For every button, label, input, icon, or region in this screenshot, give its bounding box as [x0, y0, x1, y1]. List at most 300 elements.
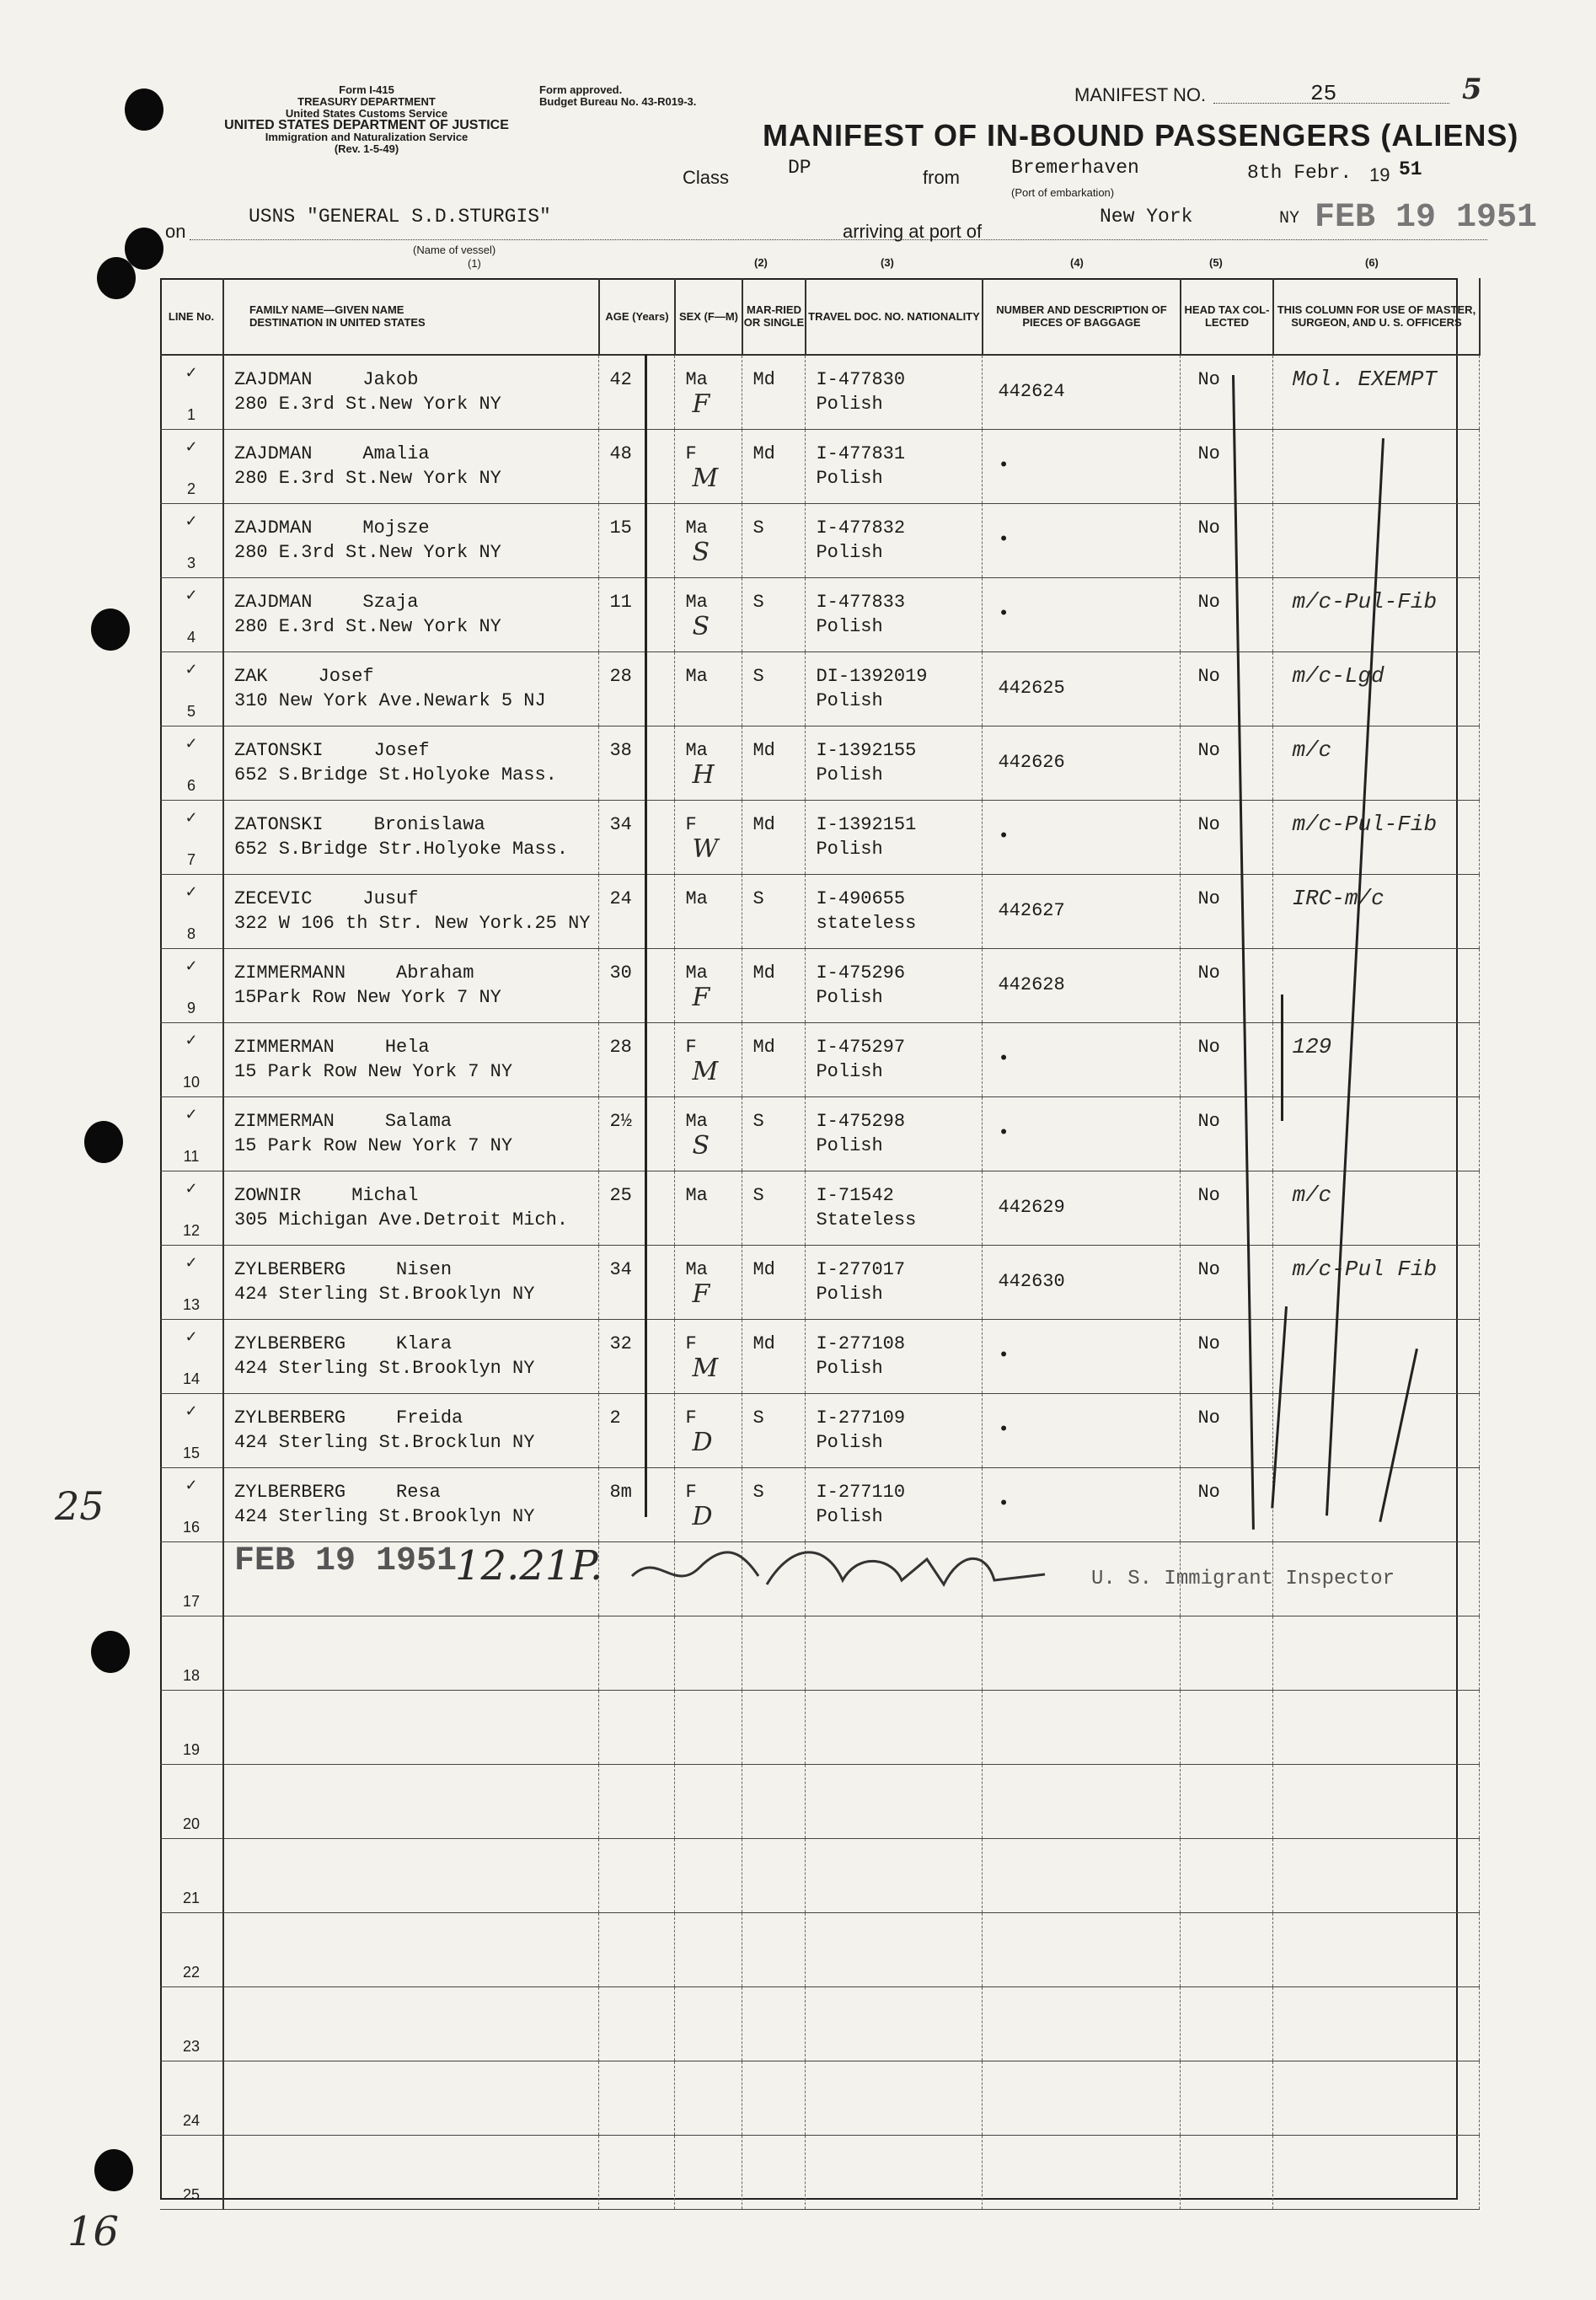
officers-cell [1273, 652, 1480, 726]
nationality: Stateless [816, 1209, 917, 1230]
check-mark-icon: ✓ [185, 587, 198, 604]
baggage-cell [983, 1246, 1181, 1320]
head-tax: No [1197, 1482, 1220, 1503]
married-cell [742, 875, 806, 949]
officer-note [1273, 1394, 1479, 1406]
officers-cell [1273, 1839, 1480, 1913]
travel-cell [806, 801, 983, 875]
marital-status: S [752, 517, 764, 539]
line-number-cell [160, 1765, 223, 1839]
nationality: Polish [816, 839, 883, 860]
travel-cell [806, 1023, 983, 1097]
name-cell [223, 2061, 599, 2136]
headtax-cell [1181, 430, 1273, 504]
name-cell [223, 1246, 599, 1320]
age-cell [599, 1468, 675, 1542]
travel-cell [806, 2136, 983, 2210]
name-cell [223, 504, 599, 578]
baggage: 442627 [998, 900, 1065, 921]
baggage-cell [983, 1097, 1181, 1171]
nationality: stateless [816, 913, 917, 934]
family-name: ZAJDMAN [234, 369, 313, 390]
married-cell [742, 504, 806, 578]
officers-cell [1273, 875, 1480, 949]
married-cell [742, 1616, 806, 1691]
port-caption: (Port of embarkation) [1011, 186, 1115, 199]
line-number-cell [160, 801, 223, 875]
officer-note: Mol. EXEMPT [1292, 367, 1438, 392]
destination: 652 S.Bridge Str.Holyoke Mass. [234, 839, 569, 860]
head-tax: No [1197, 1259, 1220, 1280]
sex-cell [675, 2136, 742, 2210]
officers-cell [1273, 1246, 1480, 1320]
col-num-travel: (3) [881, 256, 894, 269]
married-cell [742, 652, 806, 726]
sex-cell [675, 949, 742, 1023]
family-name: ZAK [234, 666, 268, 687]
line-number-cell [160, 430, 223, 504]
corner-mark: 5 [1462, 72, 1482, 106]
year-prefix: 19 [1369, 164, 1390, 185]
check-mark-icon: ✓ [185, 1032, 198, 1049]
sex-note: D [692, 1502, 713, 1531]
baggage-cell [983, 2061, 1181, 2136]
line-number-cell [160, 726, 223, 801]
check-mark-icon: ✓ [185, 1402, 198, 1420]
sex-cell [675, 430, 742, 504]
sex-note: M [692, 1354, 719, 1383]
marital-status: Md [752, 1037, 775, 1058]
travel-cell [806, 1246, 983, 1320]
baggage: 442625 [998, 678, 1065, 699]
line-number: 9 [186, 1000, 195, 1016]
officer-note [1273, 504, 1479, 516]
baggage-cell [983, 726, 1181, 801]
sex-cell [675, 355, 742, 430]
family-name: ZAJDMAN [234, 443, 313, 464]
marital-status: S [752, 1111, 764, 1132]
vessel-line [190, 239, 1487, 240]
line-number-cell [160, 2136, 223, 2210]
name-cell [223, 355, 599, 430]
check-mark-icon: ✓ [185, 661, 198, 678]
head-tax: No [1197, 1407, 1220, 1429]
officer-note: IRC-m/c [1292, 886, 1384, 911]
date-value: 8th Febr. [1247, 162, 1352, 184]
check-mark-icon: ✓ [185, 957, 198, 975]
col-num-officers: (6) [1365, 256, 1379, 269]
sex-cell [675, 1320, 742, 1394]
marital-status: Md [752, 962, 775, 984]
name-cell [223, 1987, 599, 2061]
travel-doc: I-277017 [816, 1259, 906, 1280]
marital-status: Md [752, 443, 775, 464]
line-number: 13 [182, 1296, 201, 1313]
line-number: 10 [182, 1074, 201, 1091]
age-cell [599, 1320, 675, 1394]
travel-cell [806, 1394, 983, 1468]
baggage: • [998, 529, 1010, 550]
check-mark-icon: ✓ [185, 809, 198, 827]
sex-cell [675, 1171, 742, 1246]
sex-cell [675, 2061, 742, 2136]
nationality: Polish [816, 542, 883, 563]
table-header [160, 278, 1480, 355]
family-name: ZYLBERBERG [234, 1259, 346, 1280]
table-row [160, 1246, 1480, 1320]
officers-cell [1273, 949, 1480, 1023]
col-headtax: HEAD TAX COL-LECTED [1181, 278, 1273, 355]
headtax-cell [1181, 1913, 1273, 1987]
line-number: 21 [182, 1890, 201, 1906]
col-name: FAMILY NAME—GIVEN NAME DESTINATION IN UNITED STATES [223, 278, 599, 355]
age: 8m [609, 1482, 632, 1503]
officers-cell [1273, 355, 1480, 430]
col-num-headtax: (5) [1209, 256, 1223, 269]
age: 2 [609, 1407, 621, 1429]
age-cell [599, 1394, 675, 1468]
manifest-no: 25 [1310, 81, 1337, 106]
family-name: ZIMMERMAN [234, 1111, 335, 1132]
ny-label: NY [1279, 209, 1300, 228]
baggage: 442628 [998, 974, 1065, 995]
line-number: 17 [182, 1593, 201, 1610]
baggage-cell [983, 504, 1181, 578]
name-cell [223, 1616, 599, 1691]
name-cell [223, 1691, 599, 1765]
sex-cell [675, 1023, 742, 1097]
baggage: 442629 [998, 1197, 1065, 1218]
travel-doc: I-477832 [816, 517, 906, 539]
table-row [160, 430, 1480, 504]
travel-doc: I-277108 [816, 1333, 906, 1354]
destination: 652 S.Bridge St.Holyoke Mass. [234, 764, 557, 785]
treasury-dept: TREASURY DEPARTMENT [297, 95, 436, 108]
officers-cell [1273, 2061, 1480, 2136]
officer-note: m/c [1292, 1182, 1332, 1208]
family-name: ZYLBERBERG [234, 1407, 346, 1429]
age-cell [599, 1023, 675, 1097]
travel-doc: I-277110 [816, 1482, 906, 1503]
inspector-title: U. S. Immigrant Inspector [1091, 1568, 1395, 1590]
married-cell [742, 1839, 806, 1913]
age-cell [599, 2136, 675, 2210]
line-number-cell [160, 355, 223, 430]
name-cell [223, 430, 599, 504]
sex-cell [675, 726, 742, 801]
officers-cell [1273, 1097, 1480, 1171]
officer-line [1281, 995, 1283, 1121]
travel-doc: I-277109 [816, 1407, 906, 1429]
headtax-cell [1181, 1023, 1273, 1097]
officers-cell [1273, 1765, 1480, 1839]
sex-cell [675, 1394, 742, 1468]
page-title: MANIFEST OF IN-BOUND PASSENGERS (ALIENS) [763, 118, 1519, 153]
name-cell [223, 578, 599, 652]
line-number-cell [160, 1097, 223, 1171]
name-cell [223, 1394, 599, 1468]
arrival-date-stamp: FEB 19 1951 [1315, 199, 1538, 237]
line-number-cell [160, 1913, 223, 1987]
ins-service: Immigration and Naturalization Service [265, 131, 469, 143]
family-name: ZYLBERBERG [234, 1482, 346, 1503]
vessel-colnum: (1) [468, 257, 481, 270]
check-mark-icon: ✓ [185, 1477, 198, 1494]
check-mark-icon: ✓ [185, 1328, 198, 1346]
destination: 424 Sterling St.Brooklyn NY [234, 1284, 535, 1305]
line-number-cell [160, 1023, 223, 1097]
col-travel: TRAVEL DOC. NO. NATIONALITY [806, 278, 983, 355]
age: 48 [609, 443, 632, 464]
given-name: Nisen [396, 1259, 453, 1280]
sex: Ma [685, 666, 708, 687]
travel-cell [806, 1468, 983, 1542]
travel-doc: I-477831 [816, 443, 906, 464]
check-mark-icon: ✓ [185, 438, 198, 456]
age-cell [599, 875, 675, 949]
sex-cell [675, 801, 742, 875]
officer-note [1273, 1468, 1479, 1480]
officers-cell [1273, 726, 1480, 801]
destination: 322 W 106 th Str. New York.25 NY [234, 913, 591, 934]
age-cell [599, 1765, 675, 1839]
destination: 424 Sterling St.Brooklyn NY [234, 1506, 535, 1527]
given-name: Michal [351, 1185, 419, 1206]
officers-cell [1273, 1023, 1480, 1097]
travel-doc: I-477833 [816, 592, 906, 613]
baggage: • [998, 603, 1010, 625]
sex-note: S [692, 1131, 710, 1161]
travel-doc: I-475296 [816, 962, 906, 984]
line-number-cell [160, 578, 223, 652]
officer-note [1273, 430, 1479, 442]
officer-note: m/c-Pul-Fib [1292, 589, 1438, 614]
destination: 280 E.3rd St.New York NY [234, 468, 501, 489]
nationality: Polish [816, 1135, 883, 1156]
name-cell [223, 1839, 599, 1913]
given-name: Mojsze [362, 517, 430, 539]
travel-cell [806, 1765, 983, 1839]
baggage: • [998, 1048, 1010, 1070]
baggage-cell [983, 1394, 1181, 1468]
headtax-cell [1181, 1468, 1273, 1542]
headtax-cell [1181, 652, 1273, 726]
officers-cell [1273, 1171, 1480, 1246]
sex-note: M [692, 464, 719, 493]
married-cell [742, 949, 806, 1023]
marital-status: S [752, 1185, 764, 1206]
nationality: Polish [816, 764, 883, 785]
given-name: Jakob [362, 369, 419, 390]
head-tax: No [1197, 1111, 1220, 1132]
married-cell [742, 1246, 806, 1320]
nationality: Polish [816, 987, 883, 1008]
age-cell [599, 1246, 675, 1320]
form-approval [539, 84, 696, 108]
line-number-cell [160, 1616, 223, 1691]
baggage: 442626 [998, 752, 1065, 773]
officers-cell [1273, 801, 1480, 875]
given-name: Szaja [362, 592, 419, 613]
line-number-cell [160, 1320, 223, 1394]
sex-note: M [692, 1057, 719, 1086]
line-number-cell [160, 504, 223, 578]
given-name: Salama [384, 1111, 453, 1132]
nationality: Polish [816, 1506, 883, 1527]
officer-note [1273, 949, 1479, 961]
line-number: 11 [183, 1148, 200, 1165]
destination: 280 E.3rd St.New York NY [234, 542, 501, 563]
officers-cell [1273, 1691, 1480, 1765]
age: 24 [609, 888, 632, 909]
line-number-cell [160, 2061, 223, 2136]
officer-note: 129 [1292, 1034, 1332, 1059]
marital-status: S [752, 592, 764, 613]
family-name: ZAJDMAN [234, 517, 313, 539]
table-row [160, 1468, 1480, 1542]
line-number: 25 [182, 2186, 201, 2203]
line-number-cell [160, 1246, 223, 1320]
line-number-cell [160, 949, 223, 1023]
line-number: 16 [182, 1519, 201, 1536]
punch-hole [84, 1121, 123, 1163]
table-row [160, 1765, 1480, 1839]
baggage-cell [983, 1171, 1181, 1246]
baggage-cell [983, 1023, 1181, 1097]
name-cell [223, 652, 599, 726]
headtax-cell [1181, 2136, 1273, 2210]
destination: 280 E.3rd St.New York NY [234, 616, 501, 637]
age: 11 [609, 592, 632, 613]
col-num-married: (2) [754, 256, 768, 269]
line-number-cell [160, 875, 223, 949]
given-name: Klara [396, 1333, 453, 1354]
travel-cell [806, 355, 983, 430]
travel-doc: I-475297 [816, 1037, 906, 1058]
baggage-cell [983, 1987, 1181, 2061]
sex-note: D [692, 1428, 713, 1457]
given-name: Abraham [396, 962, 474, 984]
given-name: Amalia [362, 443, 430, 464]
given-name: Resa [396, 1482, 441, 1503]
margin-mark: 16 [67, 2208, 120, 2255]
table-row [160, 504, 1480, 578]
punch-hole [125, 88, 163, 131]
head-tax: No [1197, 666, 1220, 687]
headtax-cell [1181, 1320, 1273, 1394]
married-cell [742, 1765, 806, 1839]
age: 38 [609, 740, 632, 761]
line-number-cell [160, 652, 223, 726]
marital-status: Md [752, 1259, 775, 1280]
baggage-cell [983, 875, 1181, 949]
line-number: 22 [182, 1964, 201, 1981]
vessel-caption: (Name of vessel) [413, 244, 496, 256]
head-tax: No [1197, 740, 1220, 761]
headtax-cell [1181, 1097, 1273, 1171]
family-name: ZIMMERMAN [234, 1037, 335, 1058]
age: 25 [609, 1185, 632, 1206]
headtax-cell [1181, 2061, 1273, 2136]
punch-hole [97, 257, 136, 299]
baggage: 442624 [998, 381, 1065, 402]
age-cell [599, 1616, 675, 1691]
marital-status: Md [752, 740, 775, 761]
sex: F [685, 1482, 697, 1503]
sex: Ma [685, 962, 708, 984]
name-cell [223, 1171, 599, 1246]
arriving-label: arriving at port of [843, 221, 983, 242]
baggage: • [998, 826, 1010, 847]
customs-service: United States Customs Service [285, 107, 448, 120]
headtax-cell [1181, 355, 1273, 430]
head-tax: No [1197, 517, 1220, 539]
sex: Ma [685, 740, 708, 761]
age-cell [599, 578, 675, 652]
married-cell [742, 1691, 806, 1765]
destination: 280 E.3rd St.New York NY [234, 394, 501, 415]
head-tax: No [1197, 369, 1220, 390]
table-row [160, 1913, 1480, 1987]
age-cell [599, 1987, 675, 2061]
name-cell [223, 1468, 599, 1542]
name-cell [223, 1913, 599, 1987]
headtax-cell [1181, 949, 1273, 1023]
sex: F [685, 1037, 697, 1058]
name-cell [223, 1023, 599, 1097]
travel-doc: I-490655 [816, 888, 906, 909]
age-cell [599, 726, 675, 801]
head-tax: No [1197, 962, 1220, 984]
age-cell [599, 801, 675, 875]
marital-status: S [752, 888, 764, 909]
travel-cell [806, 1839, 983, 1913]
given-name: Hela [384, 1037, 430, 1058]
married-cell [742, 2061, 806, 2136]
head-tax: No [1197, 1185, 1220, 1206]
officers-cell [1273, 1913, 1480, 1987]
inspector-signature [624, 1534, 1062, 1601]
travel-cell [806, 1171, 983, 1246]
officers-cell [1273, 430, 1480, 504]
line-number-cell [160, 1394, 223, 1468]
family-name: ZECEVIC [234, 888, 313, 909]
check-mark-icon: ✓ [185, 364, 198, 382]
destination: 310 New York Ave.Newark 5 NJ [234, 690, 546, 711]
age-cell [599, 504, 675, 578]
line-number-cell [160, 1839, 223, 1913]
age-cell [599, 430, 675, 504]
married-cell [742, 1913, 806, 1987]
sex-note: F [692, 1279, 710, 1309]
married-cell [742, 1394, 806, 1468]
officers-cell [1273, 1987, 1480, 2061]
married-cell [742, 355, 806, 430]
marital-status: S [752, 1407, 764, 1429]
age: 32 [609, 1333, 632, 1354]
sex-note: S [692, 538, 710, 567]
check-mark-icon: ✓ [185, 512, 198, 530]
head-tax: No [1197, 1037, 1220, 1058]
inspection-time: 12.21P. [455, 1542, 603, 1590]
married-cell [742, 801, 806, 875]
officers-cell [1273, 1468, 1480, 1542]
line-number: 6 [186, 777, 195, 794]
col-num-baggage: (4) [1070, 256, 1084, 269]
headtax-cell [1181, 875, 1273, 949]
travel-cell [806, 875, 983, 949]
baggage: • [998, 1345, 1010, 1366]
